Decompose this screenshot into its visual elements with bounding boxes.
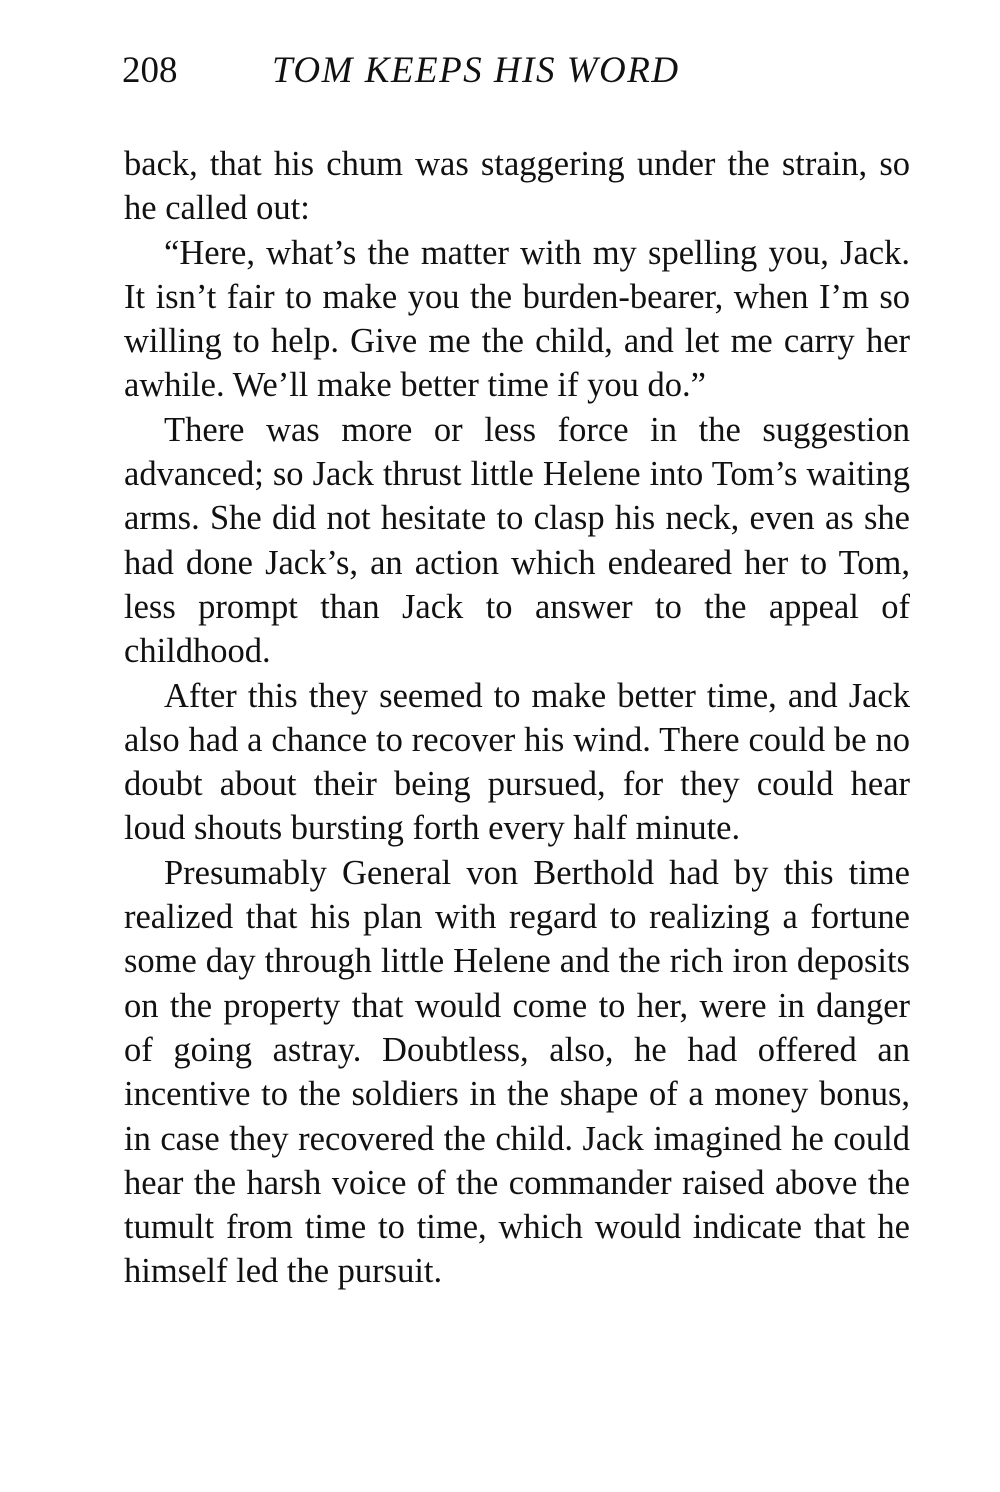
body-text (124, 142, 910, 1294)
paragraph: After this they seemed to make better time, and Jack also had a chance to recover his wind. There could be no doubt about their being pursued, for they could hear loud shouts bursting forth every half minute. (124, 676, 910, 848)
paragraph: Presumably General von Berthold had by this time realized that his plan with regard to realizing a fortune some day through little Helene and the rich iron deposits on the property that would come to her, were in danger of going astray. Doubtless, also, he had offered an incentive to the soldiers in the shape of a money bonus, in case they recovered the child. Jack imagined he could hear the harsh voice of the commander raised above the tumult from time to time, which would indicate that he himself led the pursuit. (124, 853, 910, 1291)
paragraph: “Here, what’s the matter with my spelling you, Jack. It isn’t fair to make you the burden-bearer, when I’m so willing to help. Give me the child, and let me carry her awhile. We’ll make better time if you do.” (124, 233, 910, 405)
paragraph: There was more or less force in the suggestion advanced; so Jack thrust little Helene into Tom’s waiting arms. She did not hesitate to clasp his neck, even as she had done Jack’s, an action which endeared her to Tom, less prompt than Jack to answer to the appeal of childhood. (124, 410, 910, 671)
page-number: 208 (122, 50, 178, 91)
running-head (122, 46, 922, 96)
running-title: TOM KEEPS HIS WORD (272, 50, 680, 91)
paragraph-continued: back, that his chum was staggering under the strain, so he called out: (124, 145, 910, 228)
